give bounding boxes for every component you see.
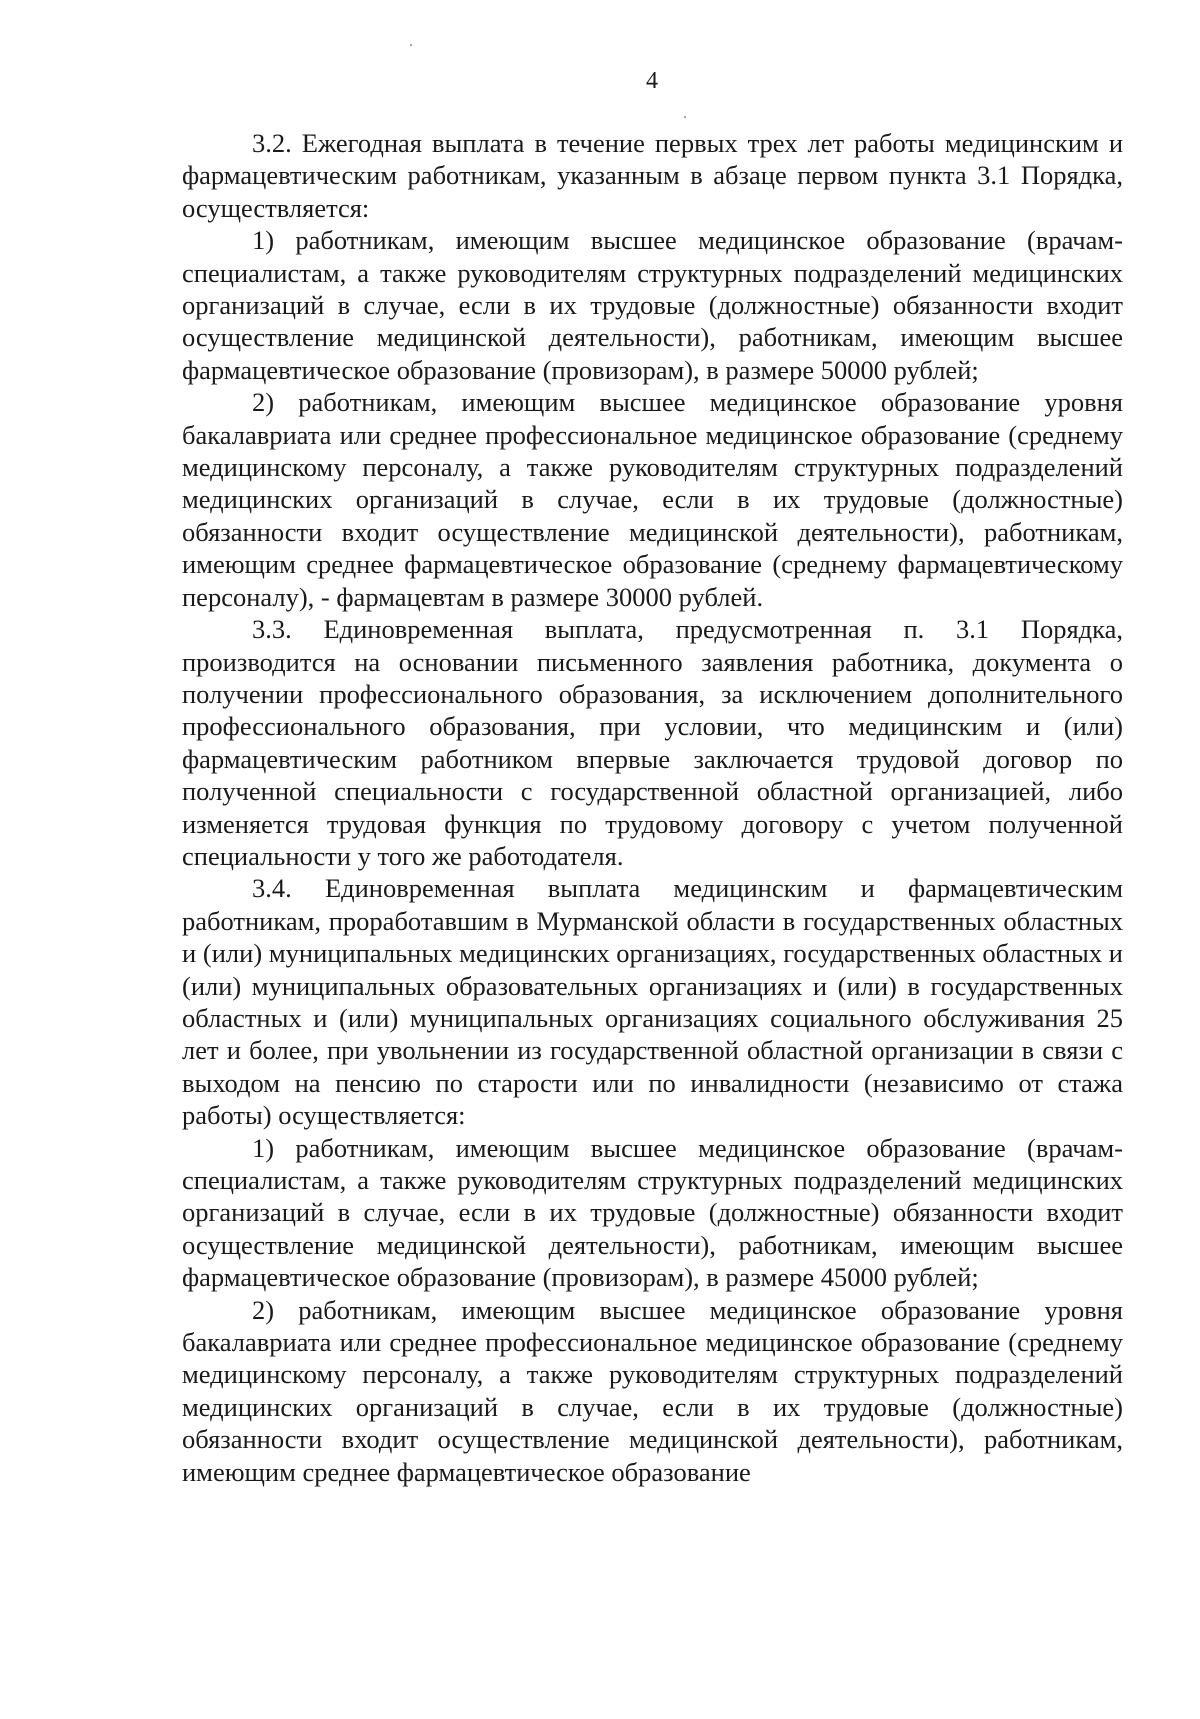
document-body bbox=[182, 127, 1123, 1488]
paragraph-3-2-item-2: 2) работникам, имеющим высшее медицинское образование уровня бакалавриата или среднее профессиональное медицинское образование (среднему медицинскому персоналу, а также руководителям структурных подразделений медицинских организаций в случае, если в их трудовые (должностные) обязанности входит осуществление медицинской деятельности), работникам, имеющим среднее фармацевтическое образование (среднему фармацевтическому персоналу), - фармацевтам в размере 30000 рублей. bbox=[182, 387, 1123, 612]
paragraph-3-2: 3.2. Ежегодная выплата в течение первых трех лет работы медицинским и фармацевтическим работникам, указанным в абзаце первом пункта 3.1 Порядка, осуществляется: bbox=[182, 128, 1123, 223]
scan-speck bbox=[410, 44, 412, 46]
paragraph-3-4: 3.4. Единовременная выплата медицинским и фармацевтическим работникам, проработавшим в Мурманской области в государственных областных и (или) муниципальных медицинских организациях, государственных областных и (или) муниципальных образовательных организациях и (или) в государственных областных и (или) муниципальных организациях социального обслуживания 25 лет и более, при увольнении из государственной областной организации в связи с выходом на пенсию по старости или по инвалидности (независимо от стажа работы) осуществляется: bbox=[182, 873, 1123, 1131]
scan-speck bbox=[684, 116, 686, 118]
paragraph-3-2-item-1: 1) работникам, имеющим высшее медицинское образование (врачам-специалистам, а также руководителям структурных подразделений медицинских организаций в случае, если в их трудовые (должностные) обязанности входит осуществление медицинской деятельности), работникам, имеющим высшее фармацевтическое образование (провизорам), в размере 50000 рублей; bbox=[182, 225, 1123, 385]
paragraph-3-4-item-1: 1) работникам, имеющим высшее медицинское образование (врачам-специалистам, а также руководителям структурных подразделений медицинских организаций в случае, если в их трудовые (должностные) обязанности входит осуществление медицинской деятельности), работникам, имеющим высшее фармацевтическое образование (провизорам), в размере 45000 рублей; bbox=[182, 1132, 1123, 1293]
paragraph-3-3: 3.3. Единовременная выплата, предусмотренная п. 3.1 Порядка, производится на основании письменного заявления работника, документа о получении профессионального образования, за исключением дополнительного профессионального образования, при условии, что медицинским и (или) фармацевтическим работником впервые заключается трудовой договор по полученной специальности с государственной областной организацией, либо изменяется трудовая функция по трудовому договору с учетом полученной специальности у того же работодателя. bbox=[182, 614, 1123, 871]
paragraph-3-4-item-2: 2) работникам, имеющим высшее медицинское образование уровня бакалавриата или среднее профессиональное медицинское образование (среднему медицинскому персоналу, а также руководителям структурных подразделений медицинских организаций в случае, если в их трудовые (должностные) обязанности входит осуществление медицинской деятельности), работникам, имеющим среднее фармацевтическое образование bbox=[182, 1294, 1123, 1487]
page-number: 4 bbox=[646, 68, 658, 94]
